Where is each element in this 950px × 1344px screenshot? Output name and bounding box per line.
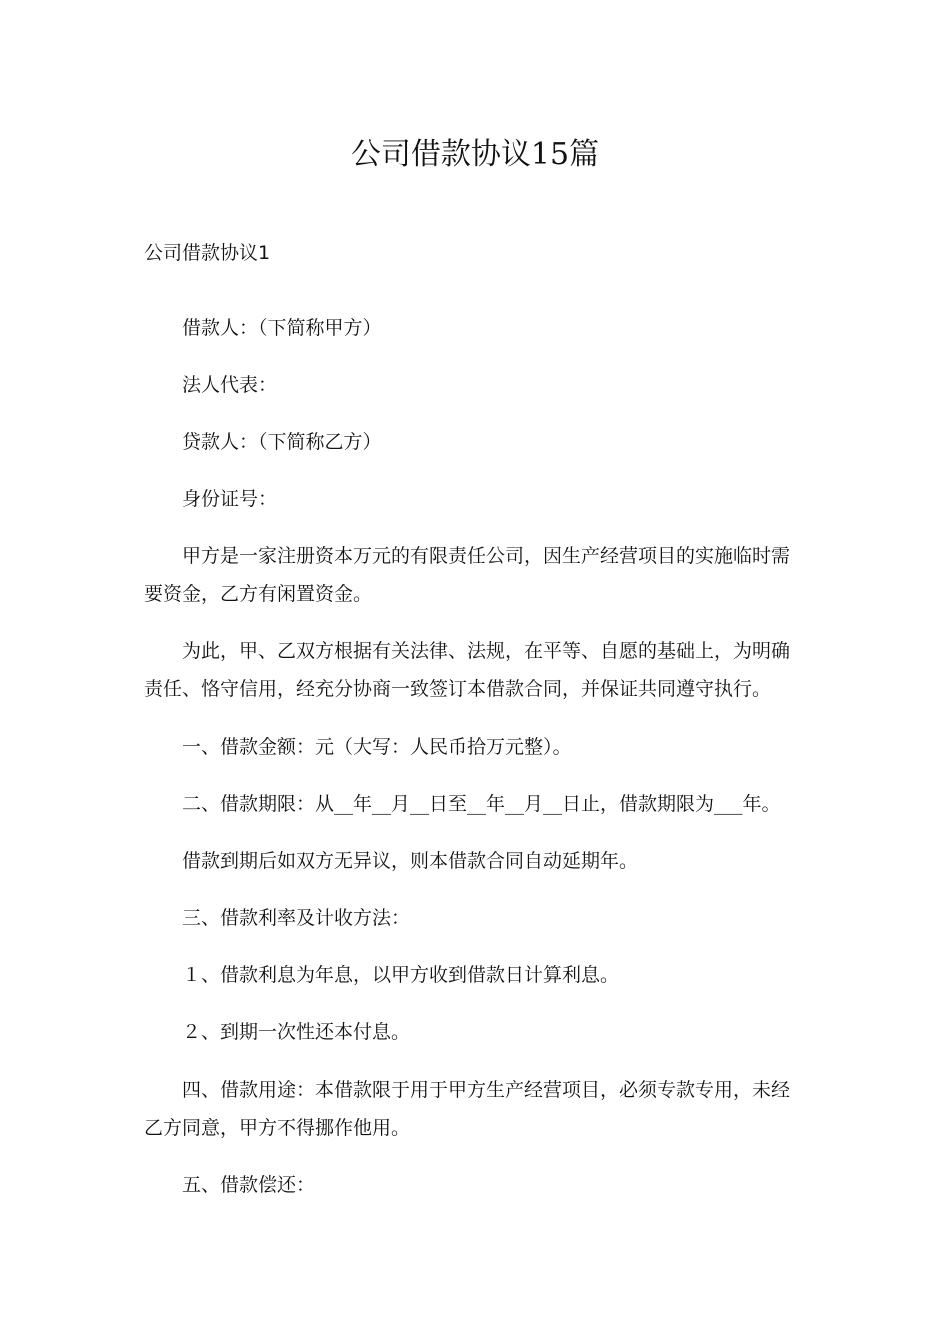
paragraph-background: 甲方是一家注册资本万元的有限责任公司，因生产经营项目的实施临时需要资金，乙方有闲置资金。 bbox=[144, 545, 791, 605]
paragraph-borrower: 借款人：（下简称甲方） bbox=[182, 317, 382, 339]
paragraph-lender: 贷款人：（下简称乙方） bbox=[182, 431, 382, 453]
paragraph-repayment-heading: 五、借款偿还： bbox=[182, 1174, 316, 1196]
paragraph-auto-extension: 借款到期后如双方无异议，则本借款合同自动延期年。 bbox=[182, 850, 639, 872]
section-heading: 公司借款协议1 bbox=[144, 242, 271, 264]
paragraph-id-number: 身份证号： bbox=[182, 488, 278, 510]
paragraph-loan-term: 二、借款期限：从__年__月__日至__年__月__日止，借款期限为___年。 bbox=[182, 793, 781, 815]
paragraph-interest-item-1: １、借款利息为年息，以甲方收到借款日计算利息。 bbox=[182, 964, 620, 986]
paragraph-purpose-statement: 为此，甲、乙双方根据有关法律、法规，在平等、自愿的基础上，为明确责任、恪守信用，经充分协商一致签订本借款合同，并保证共同遵守执行。 bbox=[144, 640, 791, 700]
paragraph-loan-use: 四、借款用途：本借款限于用于甲方生产经营项目，必须专款专用，未经乙方同意，甲方不得挪作他用。 bbox=[144, 1079, 791, 1139]
document-title: 公司借款协议15篇 bbox=[350, 137, 600, 172]
paragraph-legal-representative: 法人代表： bbox=[182, 374, 278, 396]
paragraph-interest-item-2: ２、到期一次性还本付息。 bbox=[182, 1021, 411, 1043]
paragraph-loan-amount: 一、借款金额：元（大写：人民币拾万元整）。 bbox=[182, 736, 572, 758]
paragraph-interest-heading: 三、借款利率及计收方法： bbox=[182, 907, 411, 929]
